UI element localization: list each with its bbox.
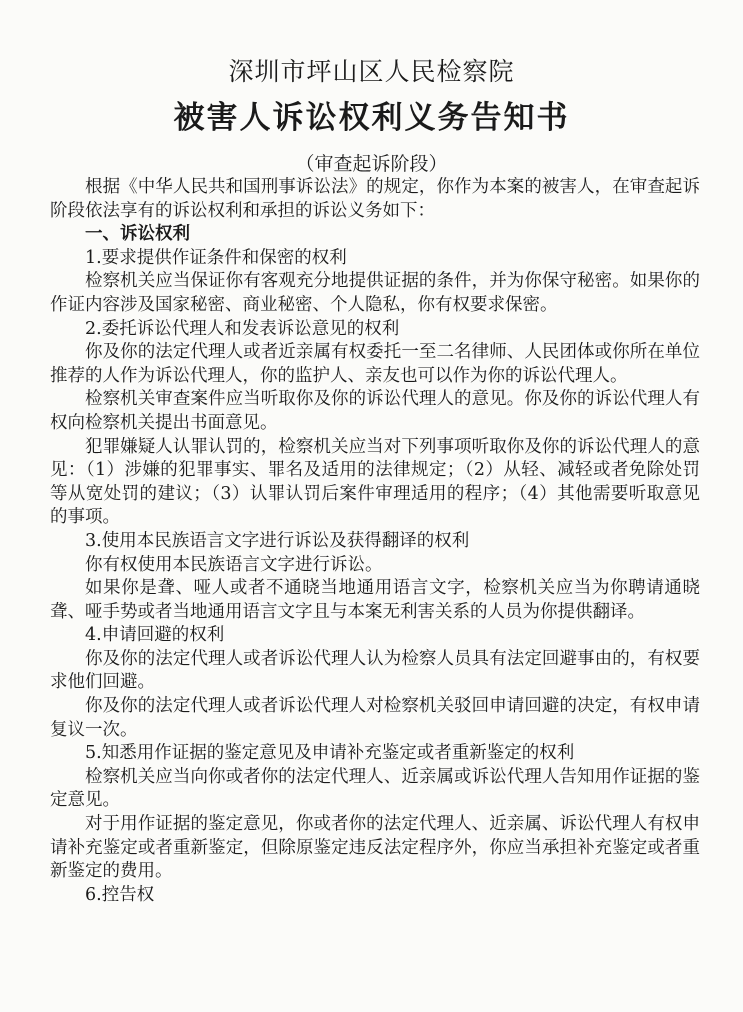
document-title: 被害人诉讼权利义务告知书: [173, 100, 570, 136]
subsection-heading: 4.申请回避的权利: [85, 625, 225, 646]
paragraph: 你及你的法定代理人或者近亲属有权委托一至二名律师、人民团体或你所在单位推荐的人作为诉讼代理人，你的监护人、亲友也可以作为你的诉讼代理人。: [50, 342, 700, 386]
paragraph: 你及你的法定代理人或者诉讼代理人对检察机关驳回申请回避的决定，有权申请复议一次。: [50, 696, 700, 740]
paragraph: 对于用作证据的鉴定意见，你或者你的法定代理人、近亲属、诉讼代理人有权申请补充鉴定或者重新鉴定，但除原鉴定违反法定程序外，你应当承担补充鉴定或者重新鉴定的费用。: [50, 814, 700, 882]
paragraph: 根据《中华人民共和国刑事诉讼法》的规定，你作为本案的被害人，在审查起诉阶段依法享有的诉讼权利和承担的诉讼义务如下：: [50, 177, 700, 221]
subsection-heading: 5.知悉用作证据的鉴定意见及申请补充鉴定或者重新鉴定的权利: [85, 743, 575, 764]
section-heading: 一、诉讼权利: [85, 224, 190, 245]
document-subtitle: （审查起诉阶段）: [295, 153, 448, 175]
issuing-organization: 深圳市坪山区人民检察院: [228, 57, 515, 86]
paragraph: 你及你的法定代理人或者诉讼代理人认为检察人员具有法定回避事由的，有权要求他们回避。: [50, 648, 700, 693]
paragraph: 如果你是聋、哑人或者不通晓当地通用语言文字，检察机关应当为你聘请通晓聋、哑手势或者当地通用语言文字且与本案无利害关系的人员为你提供翻译。: [50, 578, 700, 622]
subsection-heading: 3.使用本民族语言文字进行诉讼及获得翻译的权利: [85, 530, 470, 551]
paragraph: 你有权使用本民族语言文字进行诉讼。: [85, 554, 383, 575]
paragraph: 犯罪嫌疑人认罪认罚的，检察机关应当对下列事项听取你及你的诉讼代理人的意见：（1）涉嫌的犯罪事实、罪名及适用的法律规定；（2）从轻、减轻或者免除处罚等从宽处罚的建议；（3）认罪认罚后案件审理适用的程序；（4）其他需要听取意见的事项。: [50, 436, 700, 528]
paragraph: 检察机关应当保证你有客观充分地提供证据的条件，并为你保守秘密。如果你的作证内容涉及国家秘密、商业秘密、个人隐私，你有权要求保密。: [50, 271, 700, 315]
subsection-heading: 1.要求提供作证条件和保密的权利: [85, 247, 347, 268]
subsection-heading: 2.委托诉讼代理人和发表诉讼意见的权利: [85, 318, 400, 339]
paragraph: 检察机关审查案件应当听取你及你的诉讼代理人的意见。你及你的诉讼代理人有权向检察机关提出书面意见。: [50, 389, 700, 433]
document-body: [50, 176, 700, 907]
subsection-heading: 6.控告权: [85, 884, 155, 905]
paragraph: 检察机关应当向你或者你的法定代理人、近亲属或诉讼代理人告知用作证据的鉴定意见。: [50, 766, 700, 811]
